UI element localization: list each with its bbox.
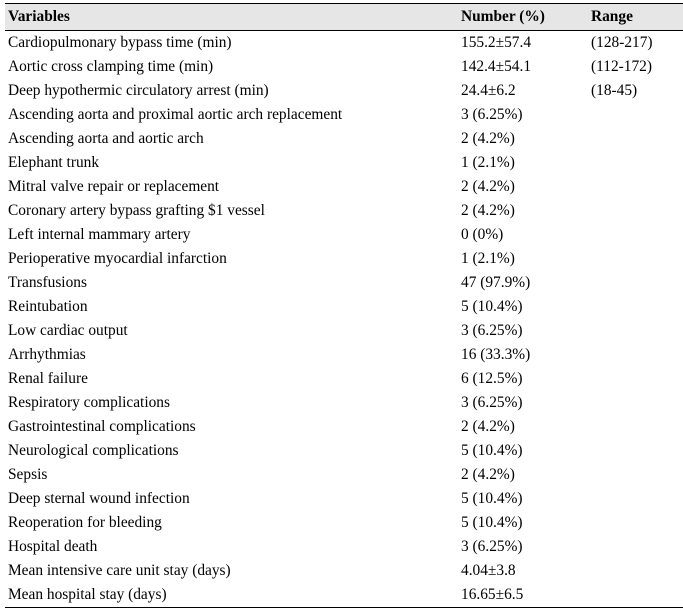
table-header-row (5, 4, 683, 31)
cell-range (585, 511, 683, 535)
cell-range (585, 463, 683, 487)
cell-number: 6 (12.5%) (461, 370, 523, 387)
cell-number: 2 (4.2%) (461, 202, 515, 219)
cell-number: 2 (4.2%) (461, 130, 515, 147)
cell-variable: Arrhythmias (8, 346, 86, 363)
table-row (5, 511, 683, 535)
cell-variable: Aortic cross clamping time (min) (8, 58, 214, 75)
cell-variable: Left internal mammary artery (8, 226, 191, 243)
cell-variable: Hospital death (8, 538, 98, 555)
cell-range (585, 247, 683, 271)
table-row (5, 559, 683, 583)
table-row (5, 247, 683, 271)
cell-number: 5 (10.4%) (461, 298, 523, 315)
results-table (5, 3, 683, 608)
cell-number: 5 (10.4%) (461, 514, 523, 531)
cell-variable: Elephant trunk (8, 154, 100, 171)
cell-number: 0 (0%) (461, 226, 504, 243)
cell-variable: Cardiopulmonary bypass time (min) (8, 34, 232, 51)
cell-range: (128-217) (591, 34, 653, 51)
cell-range (585, 103, 683, 127)
cell-number: 5 (10.4%) (461, 490, 523, 507)
cell-variable: Reintubation (8, 298, 88, 315)
cell-variable: Coronary artery bypass grafting $1 vessel (8, 202, 265, 219)
cell-range (585, 151, 683, 175)
cell-number: 2 (4.2%) (461, 466, 515, 483)
table-row (5, 583, 683, 608)
cell-variable: Ascending aorta and aortic arch (8, 130, 204, 147)
cell-number: 2 (4.2%) (461, 418, 515, 435)
table-row (5, 415, 683, 439)
cell-number: 47 (97.9%) (461, 274, 531, 291)
cell-variable: Gastrointestinal complications (8, 418, 196, 435)
cell-variable: Mean intensive care unit stay (days) (8, 562, 231, 579)
cell-range (585, 223, 683, 247)
cell-range (585, 271, 683, 295)
table-row (5, 199, 683, 223)
table-row (5, 439, 683, 463)
cell-variable: Respiratory complications (8, 394, 170, 411)
table-row (5, 463, 683, 487)
table-row (5, 343, 683, 367)
cell-range (585, 319, 683, 343)
cell-number: 4.04±3.8 (461, 562, 516, 579)
table-row (5, 295, 683, 319)
cell-variable: Neurological complications (8, 442, 179, 459)
table-row (5, 487, 683, 511)
cell-number: 155.2±57.4 (461, 34, 532, 51)
table-row (5, 271, 683, 295)
cell-range: (18-45) (591, 82, 638, 99)
table-row (5, 79, 683, 103)
header-number: Number (%) (461, 8, 545, 25)
cell-range: (112-172) (591, 58, 652, 75)
table-row (5, 391, 683, 415)
cell-number: 3 (6.25%) (461, 106, 523, 123)
cell-range (585, 439, 683, 463)
cell-range (585, 535, 683, 559)
cell-variable: Low cardiac output (8, 322, 128, 339)
cell-variable: Mitral valve repair or replacement (8, 178, 220, 195)
table-row (5, 31, 683, 56)
cell-variable: Renal failure (8, 370, 88, 387)
header-range: Range (591, 8, 633, 25)
table-row (5, 55, 683, 79)
table-row (5, 103, 683, 127)
cell-range (585, 367, 683, 391)
table-row (5, 151, 683, 175)
header-variables: Variables (8, 8, 70, 25)
cell-range (585, 127, 683, 151)
cell-variable: Deep sternal wound infection (8, 490, 190, 507)
cell-range (585, 175, 683, 199)
cell-number: 3 (6.25%) (461, 538, 523, 555)
cell-number: 24.4±6.2 (461, 82, 516, 99)
cell-number: 2 (4.2%) (461, 178, 515, 195)
cell-range (585, 487, 683, 511)
table-row (5, 319, 683, 343)
cell-number: 16.65±6.5 (455, 583, 585, 608)
cell-variable: Ascending aorta and proximal aortic arch replacement (8, 106, 343, 123)
table-row (5, 127, 683, 151)
table-body (5, 31, 683, 608)
cell-number: 16 (33.3%) (461, 346, 531, 363)
cell-variable: Sepsis (8, 466, 48, 483)
cell-range (585, 415, 683, 439)
cell-range (585, 583, 683, 608)
results-table-container (5, 3, 683, 608)
table-row (5, 367, 683, 391)
cell-variable: Perioperative myocardial infarction (8, 250, 227, 267)
table-row (5, 223, 683, 247)
cell-number: 3 (6.25%) (461, 322, 523, 339)
cell-variable: Deep hypothermic circulatory arrest (min) (8, 82, 269, 99)
cell-range (585, 343, 683, 367)
cell-number: 142.4±54.1 (461, 58, 532, 75)
cell-range (585, 295, 683, 319)
cell-range (585, 391, 683, 415)
cell-number: 1 (2.1%) (461, 250, 515, 267)
cell-variable: Mean hospital stay (days) (5, 583, 455, 608)
cell-number: 1 (2.1%) (461, 154, 515, 171)
cell-variable: Reoperation for bleeding (8, 514, 162, 531)
cell-range (585, 199, 683, 223)
table-row (5, 175, 683, 199)
table-row (5, 535, 683, 559)
cell-number: 5 (10.4%) (461, 442, 523, 459)
cell-number: 3 (6.25%) (461, 394, 523, 411)
cell-variable: Transfusions (8, 274, 87, 291)
cell-range (585, 559, 683, 583)
